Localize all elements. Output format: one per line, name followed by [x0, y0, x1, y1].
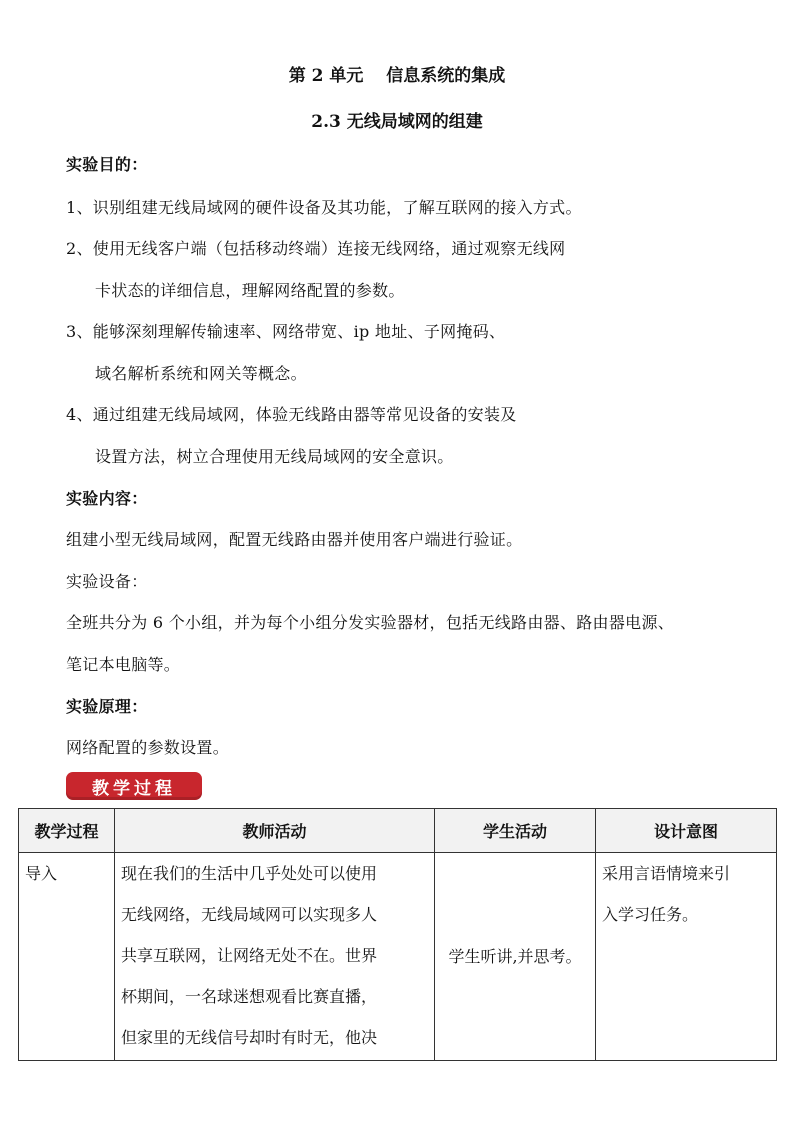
student-activity-text: 学生听讲,并思考。 [448, 946, 582, 966]
equipment-heading: 实验设备： [66, 572, 148, 591]
unit-title: 第 2 单元 信息系统的集成 [288, 66, 506, 86]
lesson-title: 2.3 无线局域网的组建 [311, 112, 483, 132]
design-intent-line: 入学习任务。 [602, 905, 699, 924]
objective-line: 卡状态的详细信息，理解网络配置的参数。 [95, 281, 405, 300]
table-row [19, 853, 777, 1061]
column-header: 教师活动 [115, 809, 435, 853]
teaching-process-table [18, 808, 777, 1061]
teacher-activity-line: 杯期间，一名球迷想观看比赛直播， [121, 987, 378, 1006]
principle-text: 网络配置的参数设置。 [66, 738, 230, 757]
teacher-activity-line: 共享互联网，让网络无处不在。世界 [121, 946, 378, 965]
objectives-heading: 实验目的： [66, 155, 148, 174]
teacher-activity-line: 但家里的无线信号却时有时无，他决 [121, 1028, 378, 1047]
column-header: 教学过程 [19, 809, 115, 853]
content-heading: 实验内容： [66, 489, 148, 508]
design-intent-line: 采用言语情境来引 [602, 864, 731, 883]
stage-cell [19, 853, 115, 1061]
table-header-row [19, 809, 777, 853]
objective-line: 2、使用无线客户端（包括移动终端）连接无线网络，通过观察无线网 [66, 239, 566, 258]
objective-line: 1、识别组建无线局域网的硬件设备及其功能，了解互联网的接入方式。 [66, 198, 582, 217]
column-header: 设计意图 [596, 809, 777, 853]
teaching-process-badge: 教学过程 [66, 772, 202, 800]
principle-heading: 实验原理： [66, 697, 148, 716]
teacher-activity-line: 无线网络，无线局域网可以实现多人 [121, 905, 378, 924]
student-activity-cell [435, 853, 596, 1061]
teacher-activity-line: 现在我们的生活中几乎处处可以使用 [121, 864, 378, 883]
objective-line: 域名解析系统和网关等概念。 [95, 364, 307, 383]
column-header: 学生活动 [435, 809, 596, 853]
content-text: 组建小型无线局域网，配置无线路由器并使用客户端进行验证。 [66, 530, 523, 549]
stage-text: 导入 [25, 864, 58, 883]
objective-line: 设置方法，树立合理使用无线局域网的安全意识。 [95, 447, 454, 466]
teacher-activity-cell [115, 853, 435, 1061]
objective-line: 4、通过组建无线局域网，体验无线路由器等常见设备的安装及 [66, 405, 517, 424]
objective-line: 3、能够深刻理解传输速率、网络带宽、ip 地址、子网掩码、 [66, 322, 506, 341]
equipment-text: 全班共分为 6 个小组，并为每个小组分发实验器材，包括无线路由器、路由器电源、 [66, 613, 675, 632]
design-intent-cell [596, 853, 777, 1061]
equipment-text: 笔记本电脑等。 [66, 655, 181, 674]
